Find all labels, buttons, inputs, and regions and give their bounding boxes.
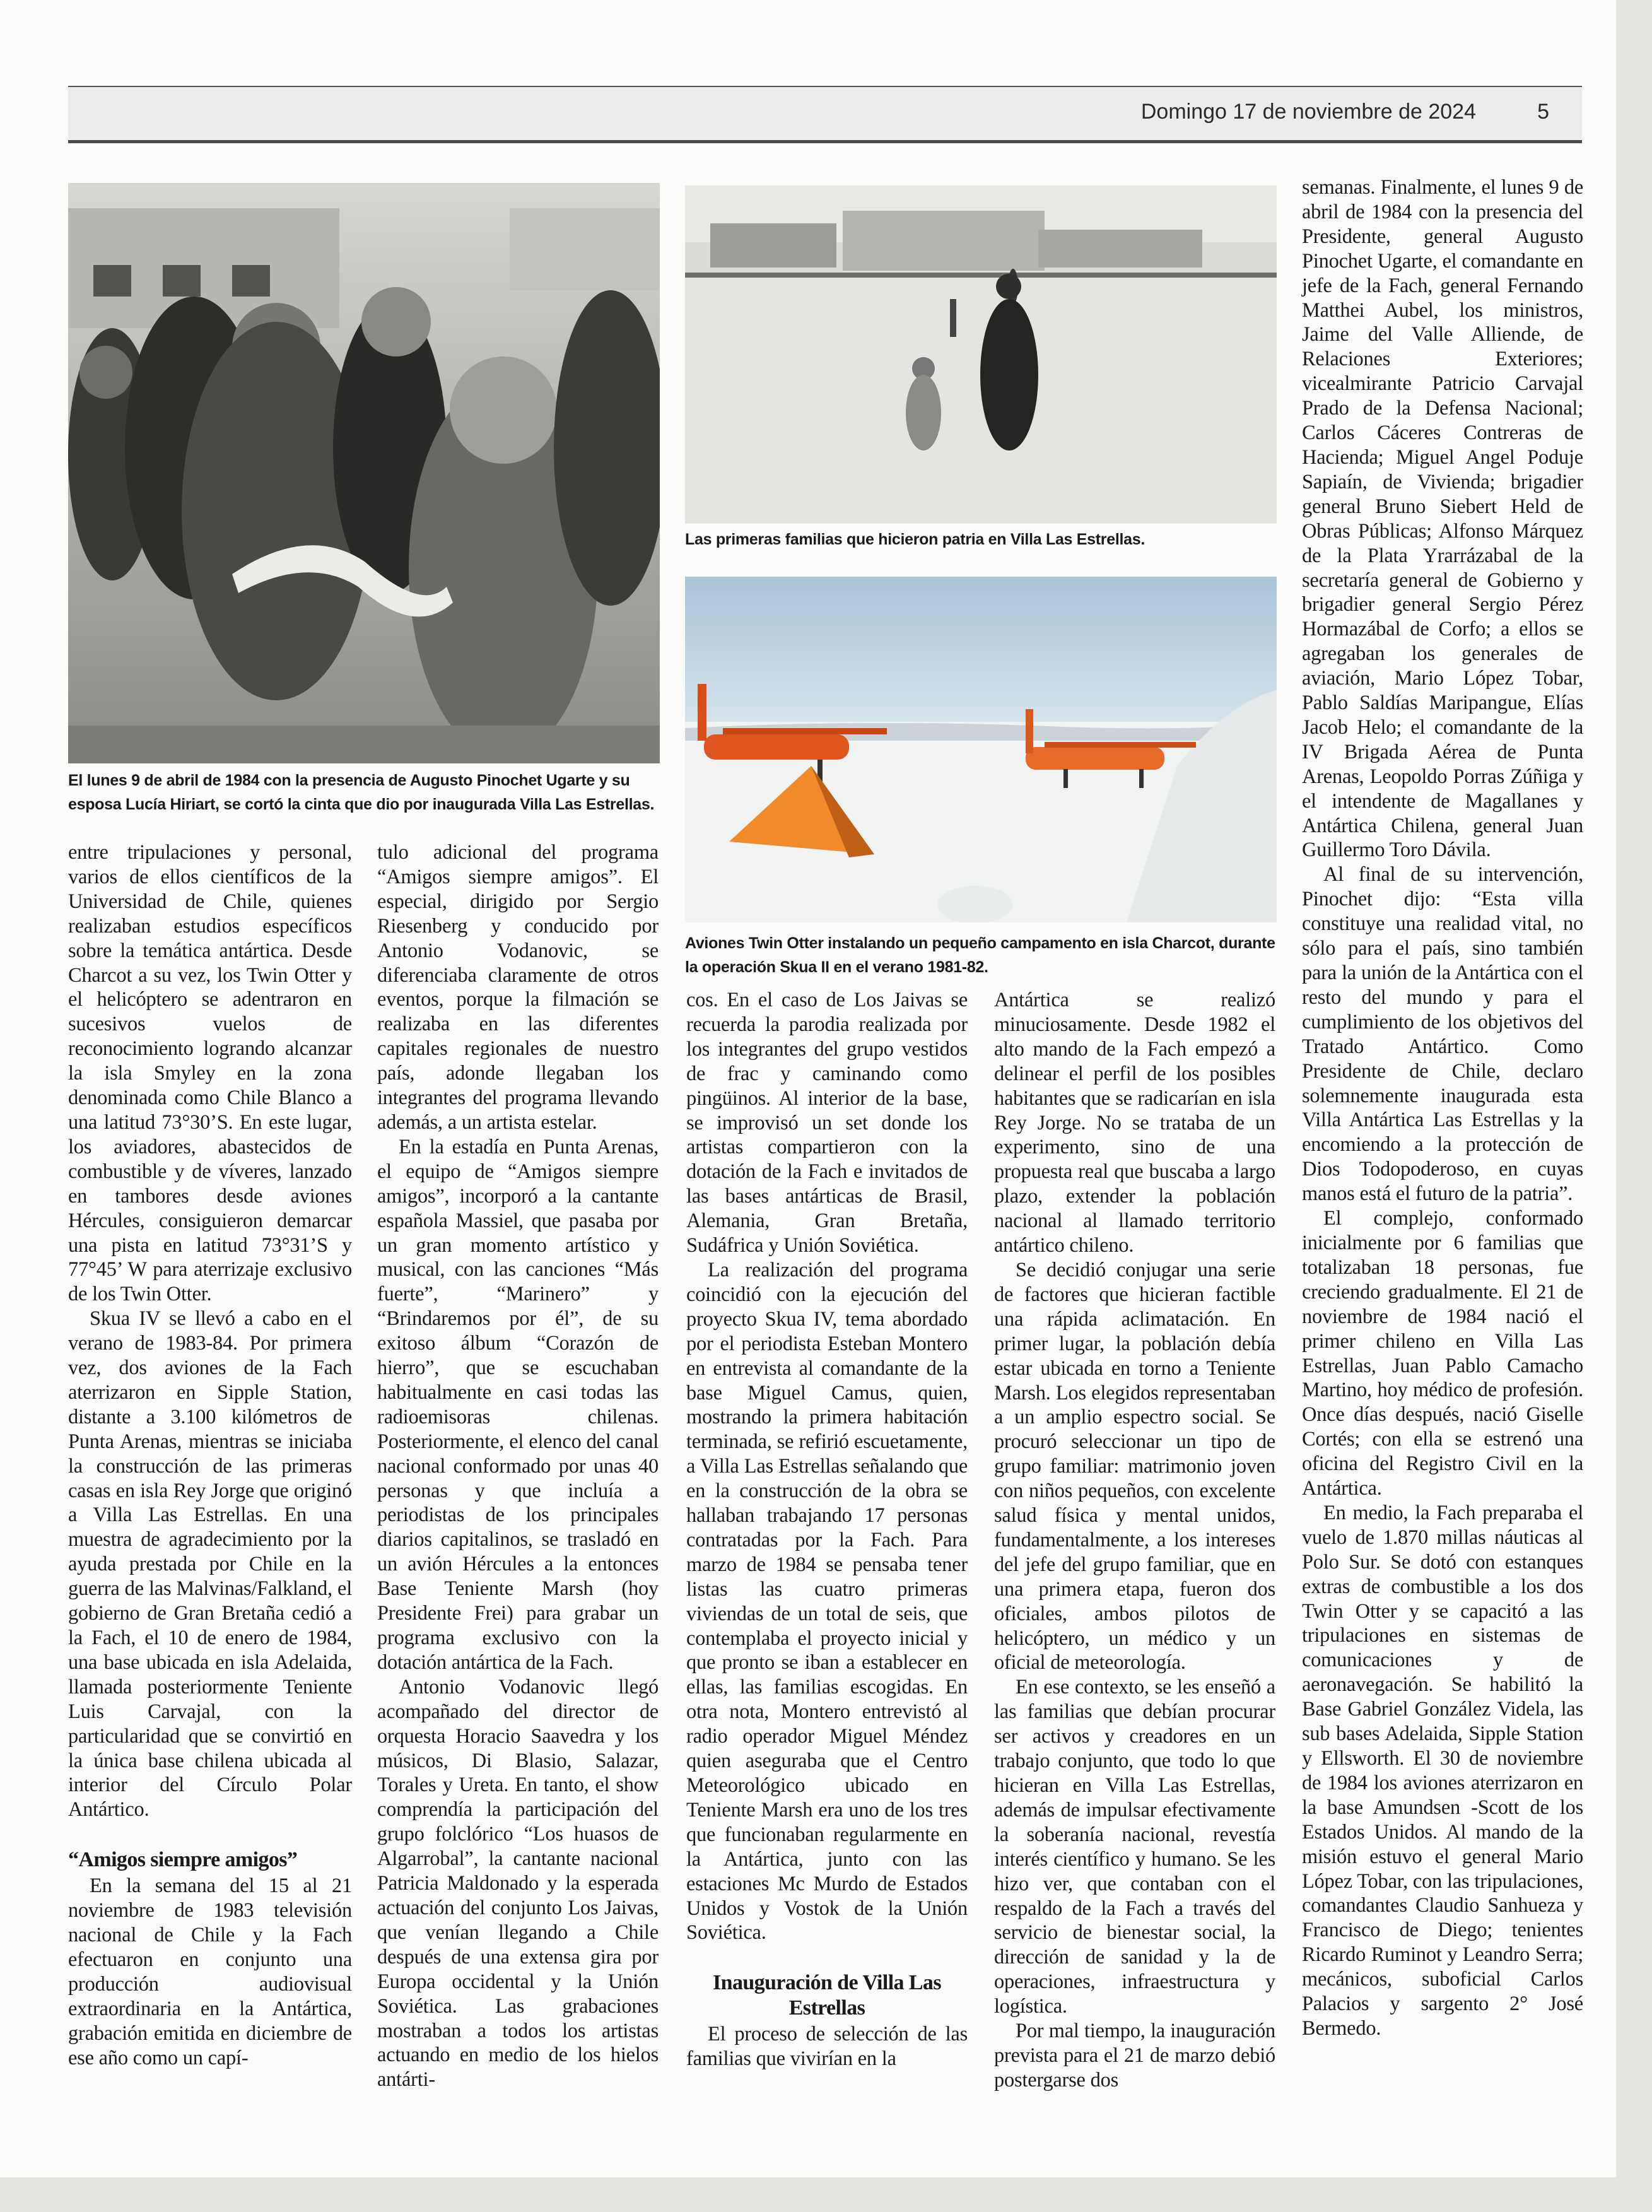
page-date: Domingo 17 de noviembre de 2024: [1140, 100, 1476, 124]
article-column-4: [994, 988, 1275, 2093]
col1-paragraph-1: entre tripulaciones y personal, varios de ellos científicos de la Universidad de Chile, quienes realizaban estudios específicos sobre la temática antártica. Desde Charcot a su vez, los Twin Otter y el helicóptero se adentraron en sucesivos vuelos de reconocimiento logrando alcanzar la isla Smyley en la zona denominada como Chile Blanco a una latitud 73°30’S. En este lugar, los aviadores, abastecidos de combustible y de víveres, lanzado en tambores desde aviones Hércules, consiguieron demarcar una pista en latitud 73°31’S y 77°45’ W para aterrizaje exclusivo de los Twin Otter.: [68, 841, 352, 1306]
col5-paragraph-3: El complejo, conformado inicialmente por 6 familias que totalizaban 18 personas, fue creciendo gradualmente. El 21 de noviembre de 1984 nació el primer chileno en Villa Las Estrellas, Juan Pablo Camacho Martino, hoy médico de profesión. Once días después, nació Giselle Cortés; con ella se estrenó una oficina del Registro Civil en la Antártica.: [1302, 1207, 1583, 1500]
col4-paragraph-2: Se decidió conjugar una serie de factores que hicieran factible una rápida aclimatación. En primer lugar, la población debía estar ubicada en torno a Teniente Marsh. Los elegidos representaban a un amplio espectro social. Se procuró seleccionar un tipo de grupo familiar: matrimonio joven con niños pequeños, con excelente salud física y mental unidos, fundamentalmente, a los intereses del jefe del grupo familiar, que en una primera etapa, fueron dos oficiales, ambos pilotos de helicóptero, un médico y un oficial de meteorología.: [994, 1258, 1275, 1674]
col3-paragraph-2: La realización del programa coincidió con la ejecución del proyecto Skua IV, tema abordado por el periodista Esteban Montero en entrevista al comandante de la base Miguel Camus, quien, mostrando la primera habitación terminada, se refirió escuetamente, a Villa Las Estrellas señalando que en la construcción de la obra se hallaban trabajando 17 personas contratadas por la Fach. Para marzo de 1984 se pensaba tener listas las cuatro primeras viviendas de un total de seis, que contemplaba el proyecto inicial y que pronto se iban a establecer en ellas, las familias escogidas. En otra nota, Montero entrevistó al radio operador Miguel Méndez quien aseguraba que el Centro Meteorológico ubicado en Teniente Marsh era uno de los tres que funcionaban regularmente en la Antártica, junto con las estaciones Mc Murdo de Estados Unidos y Vostok de la Unión Soviética.: [686, 1258, 968, 1944]
first-families-photo: [685, 185, 1277, 524]
twin-otter-photo: [685, 577, 1277, 922]
col3-paragraph-3: El proceso de selección de las familias que vivirían en la: [686, 2023, 968, 2071]
article-column-5: [1302, 175, 1583, 2041]
page-header: [68, 86, 1582, 143]
col1-paragraph-2: Skua IV se llevó a cabo en el verano de 1983-84. Por primera vez, dos aviones de la Fach aterrizaron en Sipple Station, distante a 3.100 kilómetros de Punta Arenas, mientras se iniciaba la construcción de las primeras casas en isla Rey Jorge que originó a Villa Las Estrellas. En una muestra de agradecimiento por la ayuda prestada por Chile en la guerra de las Malvinas/Falkland, el gobierno de Gran Bretaña cedió a la Fach, el 10 de enero de 1984, una base ubicada en isla Adelaida, llamada posteriormente Teniente Luis Carvajal, con la particularidad que se convirtió en la única base chilena ubicada al interior del Círculo Polar Antártico.: [68, 1307, 352, 1821]
col1-paragraph-3: En la semana del 15 al 21 noviembre de 1983 televisión nacional de Chile y la Fach efectuaron en conjunto una producción audiovisual extraordinaria en la Antártica, grabación emitida en diciembre de ese año como un capí-: [68, 1874, 352, 2069]
twin-otter-caption: Aviones Twin Otter instalando un pequeño campamento en isla Charcot, durante la operación Skua II en el verano 1981-82.: [685, 934, 1275, 976]
ribbon-cutting-photo: [68, 183, 660, 763]
col4-paragraph-4: Por mal tiempo, la inauguración prevista para el 21 de marzo debió postergarse dos: [994, 2020, 1275, 2091]
col3-paragraph-1: cos. En el caso de Los Jaivas se recuerda la parodia realizada por los integrantes del grupo vestidos de frac y caminando como pingüinos. Al interior de la base, se improvisó un set donde los artistas compartieron con la dotación de la Fach e invitados de las bases antárticas de Brasil, Alemania, Gran Bretaña, Sudáfrica y Unión Soviética.: [686, 989, 968, 1257]
col2-paragraph-3: Antonio Vodanovic llegó acompañado del director de orquesta Horacio Saavedra y los músicos, Di Blasio, Salazar, Torales y Ureta. En tanto, el show comprendía la participación del grupo folclórico “Los huasos de Algarrobal”, la cantante nacional Patricia Maldonado y la esperada actuación del conjunto Los Jaivas, que venían llegando a Chile después de una extensa gira por Europa occidental y la Unión Soviética. Las grabaciones mostraban a todos los artistas actuando en medio de los hielos antárti-: [377, 1675, 659, 2091]
article-column-3: [686, 988, 968, 2071]
article-column-2: [377, 840, 659, 2092]
col5-paragraph-4: En medio, la Fach preparaba el vuelo de 1.870 millas náuticas al Polo Sur. Se dotó con estanques extras de combustible a los dos Twin Otter y se capacitó a las tripulaciones en sistemas de comunicaciones y de aeronavegación. Se habilitó la Base Gabriel González Videla, las sub bases Adelaida, Sipple Station y Ellsworth. El 30 de noviembre de 1984 los aviones aterrizaron en la base Amundsen -Scott de los Estados Unidos. Al mando de la misión estuvo el general Mario López Tobar, con las tripulaciones, comandantes Claudio Sanhueza y Francisco de Diego; tenientes Ricardo Ruminot y Leandro Serra; mecánicos, suboficial Carlos Palacios y sargento 2° José Bermedo.: [1302, 1501, 1583, 2040]
page-number: 5: [1537, 100, 1549, 124]
article-column-1: [68, 840, 352, 2071]
section-heading-amigos: “Amigos siempre amigos”: [68, 1848, 298, 1872]
ribbon-cutting-caption: El lunes 9 de abril de 1984 con la presencia de Augusto Pinochet Ugarte y su esposa Lucía Hiriart, se cortó la cinta que dio por inaugurada Villa Las Estrellas.: [68, 772, 655, 813]
section-heading-inauguracion: Inauguración de Villa Las Estrellas: [713, 1971, 941, 2020]
col2-paragraph-2: En la estadía en Punta Arenas, el equipo de “Amigos siempre amigos”, incorporó a la cantante española Massiel, que pasaba por un gran momento artístico y musical, con las canciones “Más fuerte”, “Marinero” y “Brindaremos por él”, de su exitoso álbum “Corazón de hierro”, que se escuchaban habitualmente en casi todas las radioemisoras chilenas. Posteriormente, el elenco del canal nacional conformado por unas 40 personas y que incluía a periodistas de los principales diarios capitalinos, se trasladó en un avión Hércules a la entonces Base Teniente Marsh (hoy Presidente Frei) para grabar un programa exclusivo con la dotación antártica de la Fach.: [377, 1135, 659, 1674]
col5-paragraph-2: Al final de su intervención, Pinochet dijo: “Esta villa constituye una realidad vital, no sólo para el país, sino también para la unión de la Antártica con el resto del mundo y para el cumplimiento de los objetivos del Tratado Antártico. Como Presidente de Chile, declaro solemnemente inaugurada esta Villa Antártica Las Estrellas y la encomiendo a la protección de Dios Todopoderoso, en cuyas manos está el futuro de la patria”.: [1302, 863, 1583, 1206]
col5-paragraph-1: semanas. Finalmente, el lunes 9 de abril de 1984 con la presencia del Presidente, general Augusto Pinochet Ugarte, el comandante en jefe de la Fach, general Fernando Matthei Aubel, los ministros, Jaime del Valle Alliende, de Relaciones Exteriores; vicealmirante Patricio Carvajal Prado de la Defensa Nacional; Carlos Cáceres Contreras de Hacienda; Miguel Angel Poduje Sapiaín, de Vivienda; brigadier general Bruno Siebert Held de Obras Públicas; Alfonso Márquez de la Plata Yrarrázabal de la secretaría general de Gobierno y brigadier general Sergio Pérez Hormazábal de Corfo; a ellos se agregaban los generales de aviación, Mario López Tobar, Pablo Saldías Maripangue, Elías Jacob Helo; el comandante de la IV Brigada Aérea de Punta Arenas, Leopoldo Porras Zúñiga y el intendente de Magallanes y Antártica Chilena, general Juan Guillermo Toro Dávila.: [1302, 176, 1583, 862]
col2-paragraph-1: tulo adicional del programa “Amigos siempre amigos”. El especial, dirigido por Sergio Riesenberg y conducido por Antonio Vodanovic, se diferenciaba claramente de otros eventos, porque la filmación se realizaba en las diferentes capitales regionales de nuestro país, adonde llegaban los integrantes del programa llevando además, a un artista estelar.: [377, 841, 659, 1134]
col4-paragraph-1: Antártica se realizó minuciosamente. Desde 1982 el alto mando de la Fach empezó a delinear el perfil de los posibles habitantes que se radicarían en isla Rey Jorge. No se trataba de un experimento, sino de una propuesta real que buscaba a largo plazo, extender la población nacional al llamado territorio antártico chileno.: [994, 989, 1275, 1257]
col4-paragraph-3: En ese contexto, se les enseñó a las familias que debían procurar ser activos y creadores en un trabajo conjunto, que todo lo que hicieran en Villa Las Estrellas, además de impulsar efectivamente la soberanía nacional, revestía interés científico y humano. Se les hizo ver, que contaban con el respaldo de la Fach a través del servicio de bienestar social, la dirección de sanidad y la de operaciones, infraestructura y logística.: [994, 1676, 1275, 2018]
first-families-caption: Las primeras familias que hicieron patria en Villa Las Estrellas.: [685, 531, 1145, 548]
